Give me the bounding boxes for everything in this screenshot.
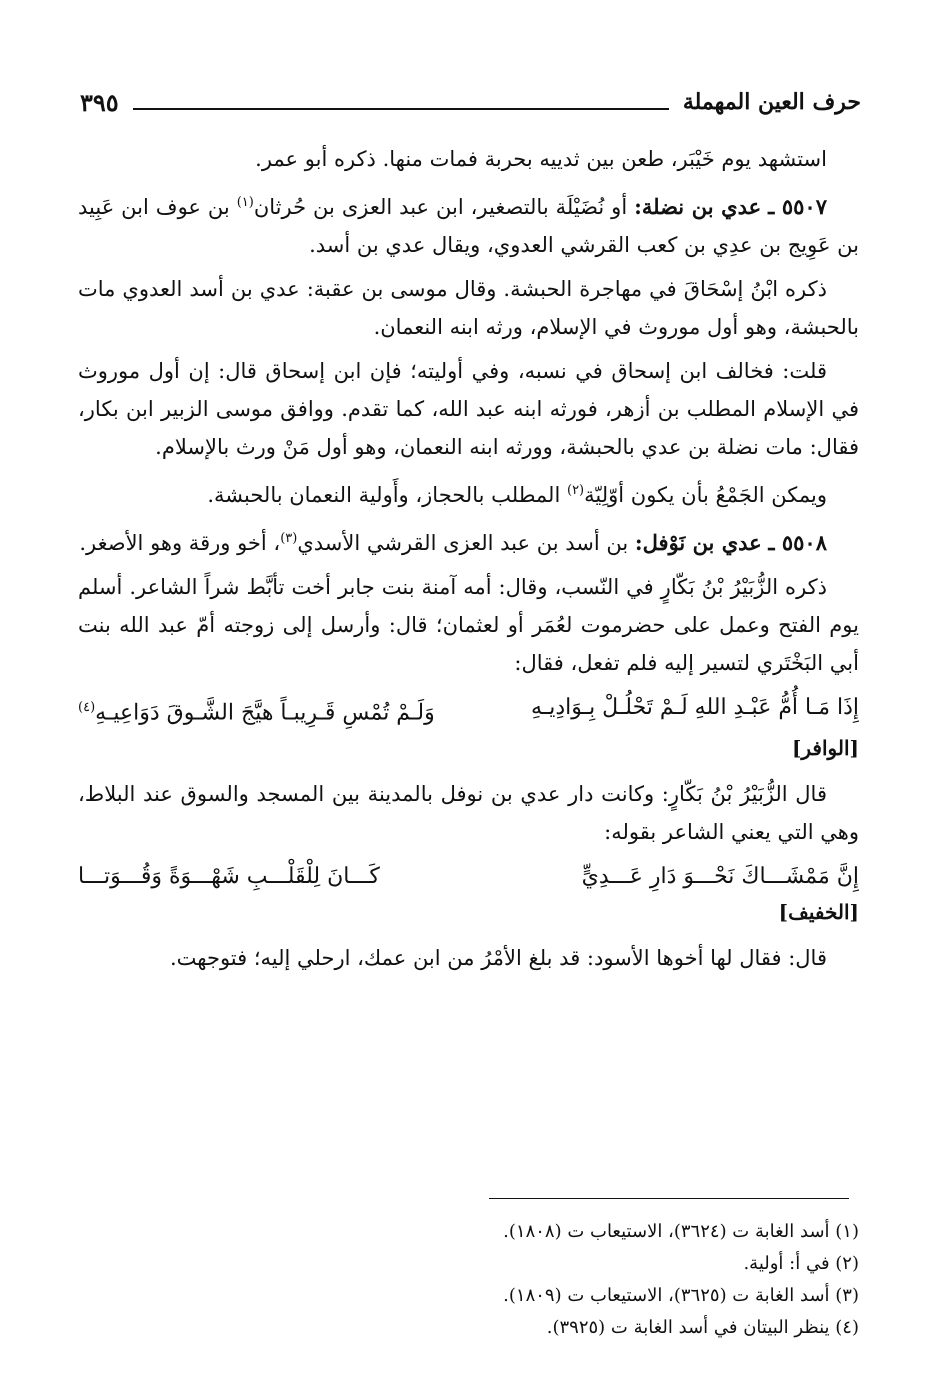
hemistich-text: وَلَـمْ تُمْسِ قَـرِيبـاً هيَّجَ الشَّـوقَ دَوَاعِيـهِ — [95, 700, 435, 726]
paragraph-text: المطلب بالحجاز، وأَولية النعمان بالحبشة. — [207, 483, 561, 507]
entry-text: بن عوف ابن عَبِيد بن عَوِيج بن عدِي بن كعب القرشي العدوي، ويقال عدي بن أسد. — [78, 195, 859, 257]
entry-5508 — [78, 520, 859, 562]
footnote-marker: (١) — [236, 195, 254, 210]
paragraph-text: ويمكن الجَمْعُ بأن يكون أوّلِيّة — [584, 483, 827, 507]
entry-text: بن أسد بن عبد العزى القرشي الأسدي — [297, 531, 629, 555]
verse-second-hemistich: كَـــانَ لِلْقَلْـــبِ شَهْـــوَةً وَقُـــوَتـــا — [78, 864, 380, 890]
footnote-marker: (٤) — [78, 700, 96, 715]
paragraph: استشهد يوم خَيْبَر، طعن بين ثدييه بحربة فمات منها. ذكره أبو عمر. — [255, 147, 827, 171]
footnote-separator — [489, 1198, 849, 1199]
verse-meter: [الخفيف] — [778, 900, 859, 925]
footnote: (٤) ينظر البيتان في أسد الغابة ت (٣٩٢٥). — [546, 1317, 859, 1338]
entry-name: عدي بن نَوْفل: — [634, 530, 762, 555]
verse-first-hemistich: إِنَّ مَمْشَـــاكَ نَحْـــوَ دَارِ عَـــدِيٍّ — [581, 864, 859, 890]
entry-text: ، أخو ورقة وهو الأصغر. — [79, 531, 281, 555]
paragraph: قال الزُّبَيْرُ بْنُ بَكّارٍ: وكانت دار عدي بن نوفل بالمدينة بين المسجد والسوق عند البلاط، وهي التي يعني الشاعر بقوله: — [78, 782, 859, 845]
paragraph: قلت: فخالف ابن إسحاق في نسبه، وفي أوليته؛ فإن ابن إسحاق قال: إن أول موروث في الإسلام المطلب بن أزهر، فورثه ابنه عبد الله، كما تقدم. ووافق موسى الزبير ابن بكار، فقال: مات نضلة بن عدي بالحبشة، وورثه ابنه النعمان، وهو أول مَنْ ورث بالإسلام. — [78, 359, 859, 459]
entry-number: ٥٥٠٨ ـ — [768, 530, 827, 555]
paragraph: ذكره الزُّبَيْرُ بْنُ بَكّارٍ في النّسب، وقال: أمه آمنة بنت جابر أخت تأبَّط شراً الشاعر. أسلم يوم الفتح وعمل على حضرموت لعُمَر أو لعثمان؛ قال: وأرسل إلى زوجته أمّ عبد الله بنت أبي البَخْتَري لتسير إليه فلم تفعل، فقال: — [78, 575, 859, 675]
footnote: (٢) في أ: أولية. — [743, 1253, 859, 1274]
footnote: (٣) أسد الغابة ت (٣٦٢٥)، الاستيعاب ت (١٨٠٩). — [503, 1285, 859, 1306]
footnote-marker: (٢) — [566, 483, 585, 498]
paragraph — [78, 472, 859, 514]
verse-line — [78, 688, 859, 733]
entry-text: أو نُضَيْلَة بالتصغير، ابن عبد العزى بن حُرثان — [253, 195, 628, 219]
verse-second-hemistich — [78, 688, 435, 733]
chapter-title: حرف العين المهملة — [682, 89, 861, 115]
entry-name: عدي بن نضلة: — [634, 194, 762, 219]
page-header — [80, 82, 861, 122]
verse-first-hemistich: إِذَا مَـا أُمُّ عَبْـدِ اللهِ لَـمْ تَحْلُـلْ بِـوَادِيـهِ — [530, 695, 859, 720]
page-body — [78, 140, 859, 983]
verse-line — [78, 857, 859, 897]
footnote: (١) أسد الغابة ت (٣٦٢٤)، الاستيعاب ت (١٨٠٨). — [503, 1221, 859, 1242]
entry-number: ٥٥٠٧ ـ — [768, 194, 827, 219]
paragraph: ذكره ابْنُ إسْحَاقَ في مهاجرة الحبشة. وقال موسى بن عقبة: عدي بن أسد العدوي مات بالحبشة، وهو أول موروث في الإسلام، ورثه ابنه النعمان. — [78, 277, 859, 339]
paragraph: قال: فقال لها أخوها الأسود: قد بلغ الأمْرُ من ابن عمك، ارحلي إليه؛ فتوجهت. — [170, 946, 827, 971]
footnotes — [82, 1216, 859, 1344]
verse-meter: [الوافر] — [791, 736, 859, 761]
header-rule — [133, 94, 669, 110]
footnote-marker: (٣) — [280, 531, 298, 546]
entry-5507 — [78, 184, 859, 264]
page-number: ٣٩٥ — [80, 87, 119, 117]
